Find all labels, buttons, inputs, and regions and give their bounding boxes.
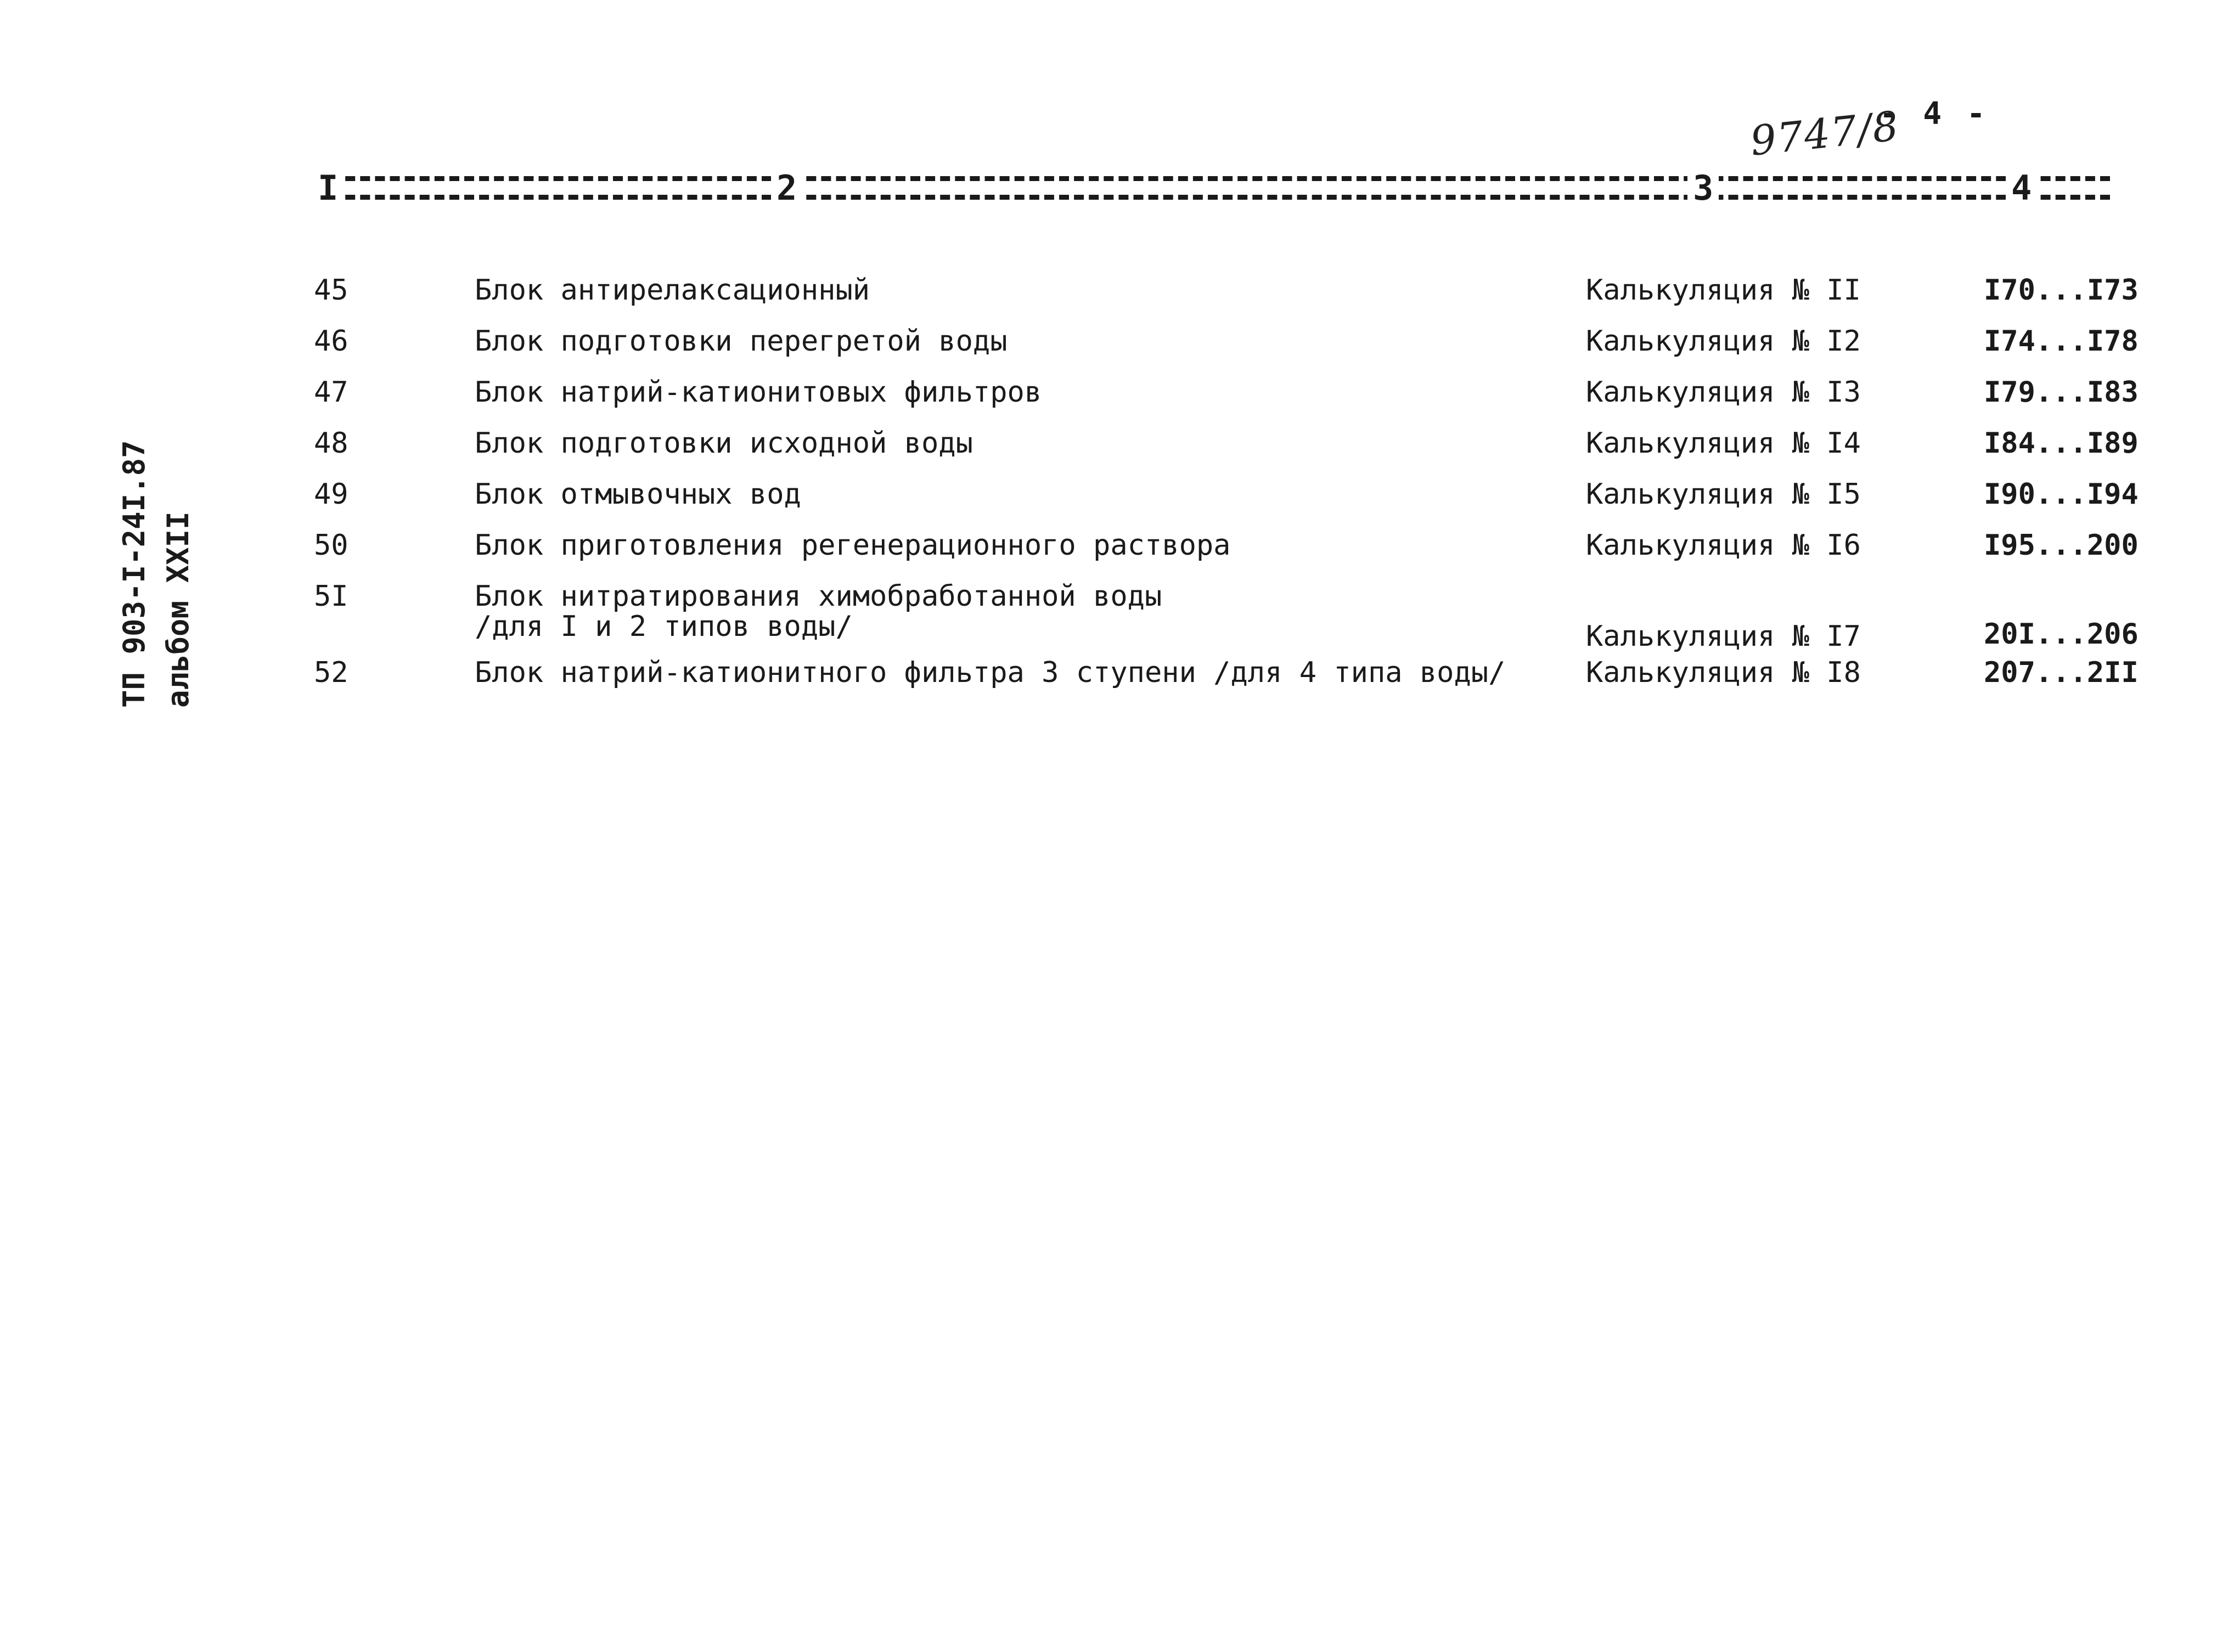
- row-number: 45: [314, 274, 348, 307]
- row-number: 46: [314, 325, 348, 358]
- row-pages: 20I...206: [1984, 618, 2139, 651]
- row-pages: 207...2II: [1984, 656, 2139, 689]
- column-number-4: 4: [2006, 167, 2037, 209]
- page-number: - 4 -: [1880, 96, 1989, 132]
- row-calculation: Калькуляция № I5: [1586, 478, 1861, 511]
- row-name: Блок подготовки исходной воды: [475, 427, 973, 460]
- row-name: Блок подготовки перегретой воды: [475, 325, 1008, 358]
- row-pages: I74...I78: [1984, 325, 2139, 358]
- row-calculation: Калькуляция № I7: [1586, 620, 1861, 653]
- row-name-continuation: /для I и 2 типов воды/: [475, 610, 853, 643]
- row-name: Блок приготовления регенерационного раствора: [475, 529, 1231, 562]
- row-number: 49: [314, 478, 348, 511]
- row-number: 52: [314, 656, 348, 689]
- row-name: Блок нитратирования химобработанной воды: [475, 580, 1162, 613]
- album-label: альбом XXII: [161, 511, 195, 708]
- row-pages: I95...200: [1984, 529, 2139, 562]
- row-number: 48: [314, 427, 348, 460]
- column-header-rule: [316, 167, 2110, 217]
- row-calculation: Калькуляция № I6: [1586, 529, 1861, 562]
- row-calculation: Калькуляция № I3: [1586, 376, 1861, 409]
- row-pages: I79...I83: [1984, 376, 2139, 409]
- dashed-rule-top: [316, 176, 2110, 181]
- row-pages: I84...I89: [1984, 427, 2139, 460]
- row-number: 5I: [314, 580, 348, 613]
- column-number-3: 3: [1687, 167, 1719, 209]
- project-code: ТП 903-I-24I.87: [117, 440, 151, 708]
- row-number: 47: [314, 376, 348, 409]
- row-name: Блок натрий-катионитного фильтра 3 ступени /для 4 типа воды/: [475, 656, 1506, 689]
- column-number-2: 2: [771, 167, 802, 209]
- row-calculation: Калькуляция № I4: [1586, 427, 1861, 460]
- row-pages: I70...I73: [1984, 274, 2139, 307]
- row-calculation: Калькуляция № I2: [1586, 325, 1861, 358]
- row-pages: I90...I94: [1984, 478, 2139, 511]
- row-name: Блок натрий-катионитовых фильтров: [475, 376, 1042, 409]
- row-calculation: Калькуляция № I8: [1586, 656, 1861, 689]
- side-stamp: [112, 159, 200, 708]
- dashed-rule-bottom: [316, 195, 2110, 200]
- row-number: 50: [314, 529, 348, 562]
- handwritten-reference-number: 9747/8: [1748, 102, 1902, 165]
- column-number-1: I: [312, 167, 344, 209]
- row-name: Блок отмывочных вод: [475, 478, 801, 511]
- row-calculation: Калькуляция № II: [1586, 274, 1861, 307]
- row-name: Блок антирелаксационный: [475, 274, 870, 307]
